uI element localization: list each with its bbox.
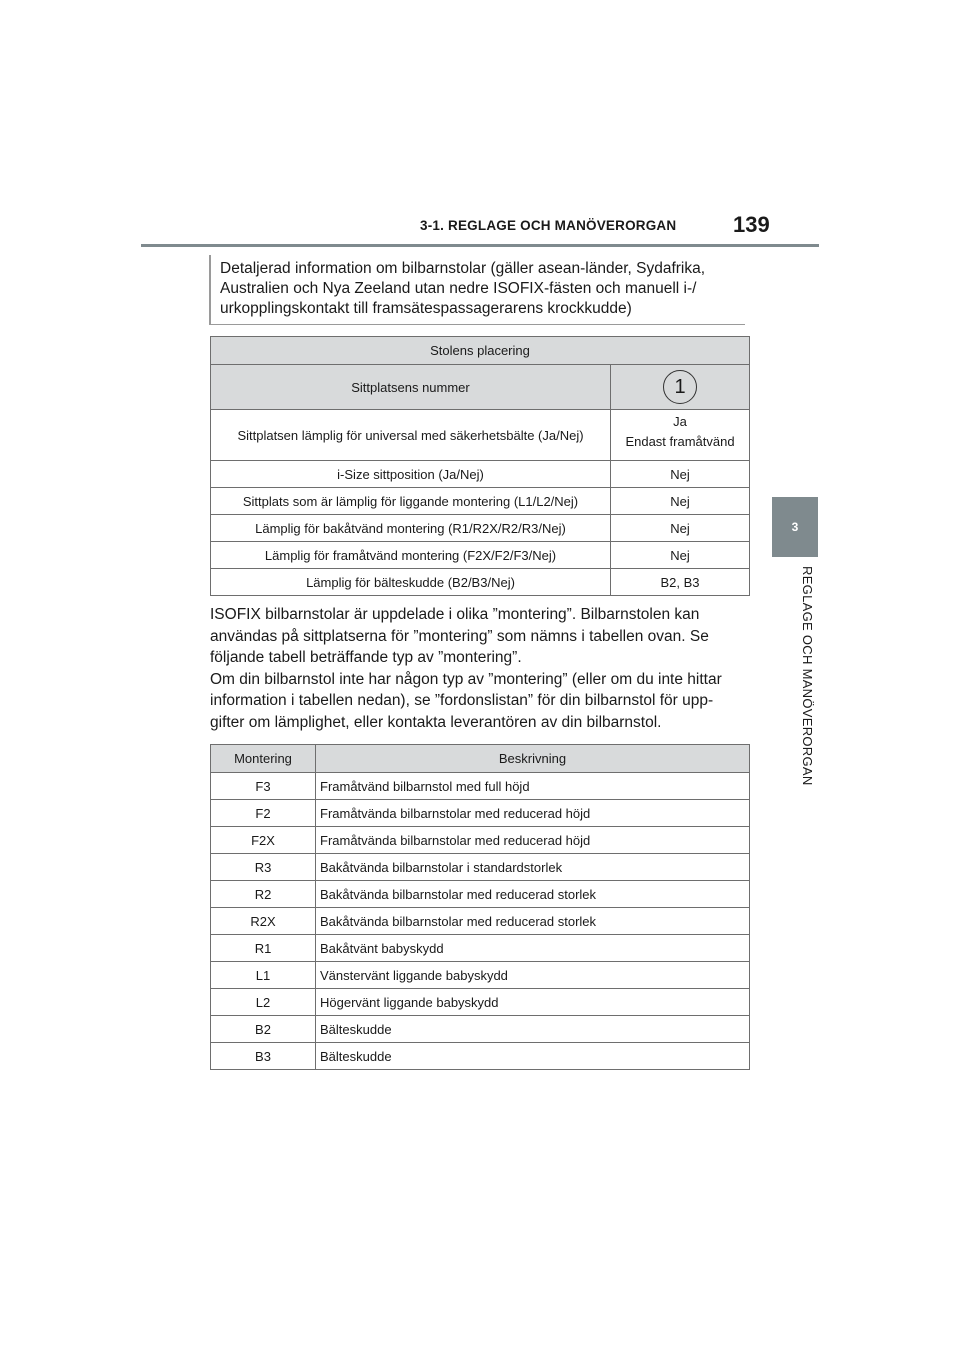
row-label: Lämplig för bälteskudde (B2/B3/Nej)	[211, 569, 611, 596]
mount-desc: Bakåtvända bilbarnstolar med reducerad storlek	[316, 881, 750, 908]
chapter-tab[interactable]	[772, 497, 818, 557]
chapter-number: 3	[791, 520, 799, 534]
row-value: Nej	[611, 488, 750, 515]
seat-placement-table	[210, 336, 750, 596]
paragraph-line: Om din bilbarnstol inte har någon typ av ”montering” (eller om du inte hittar	[210, 670, 722, 688]
info-line: urkopplingskontakt till framsätespassagerarens krockkudde)	[220, 300, 632, 317]
table-row	[211, 542, 750, 569]
universal-label: Sittplatsen lämplig för universal med säkerhetsbälte (Ja/Nej)	[211, 410, 611, 461]
table-row	[211, 989, 750, 1016]
mounting-table	[210, 744, 750, 1070]
col-header-mounting: Montering	[211, 745, 316, 773]
table-row	[211, 908, 750, 935]
universal-value-line1: Ja	[673, 414, 687, 429]
table-row	[211, 1016, 750, 1043]
row-value: Nej	[611, 461, 750, 488]
mount-desc: Bakåtvänt babyskydd	[316, 935, 750, 962]
row-label: Sittplats som är lämplig för liggande montering (L1/L2/Nej)	[211, 488, 611, 515]
chapter-label: REGLAGE OCH MANÖVERORGAN	[800, 566, 815, 786]
mount-code: L2	[211, 989, 316, 1016]
section-title: 3-1. REGLAGE OCH MANÖVERORGAN	[420, 218, 677, 233]
row-value: B2, B3	[611, 569, 750, 596]
table-row	[211, 569, 750, 596]
mount-desc: Bälteskudde	[316, 1043, 750, 1070]
mount-code: F2X	[211, 827, 316, 854]
table-row	[211, 800, 750, 827]
mount-desc: Bakåtvända bilbarnstolar i standardstorlek	[316, 854, 750, 881]
table-row	[211, 515, 750, 542]
mount-code: R3	[211, 854, 316, 881]
mount-desc: Framåtvänd bilbarnstol med full höjd	[316, 773, 750, 800]
info-line: Australien och Nya Zeeland utan nedre ISOFIX-fästen och manuell i-/	[220, 280, 697, 297]
mount-code: B3	[211, 1043, 316, 1070]
universal-value-line2: Endast framåtvänd	[625, 434, 735, 449]
table-header-row	[211, 745, 750, 773]
table-row	[211, 461, 750, 488]
row-value: Nej	[611, 515, 750, 542]
mount-code: F2	[211, 800, 316, 827]
row-label: i-Size sittposition (Ja/Nej)	[211, 461, 611, 488]
paragraph-line: ISOFIX bilbarnstolar är uppdelade i olika ”montering”. Bilbarnstolen kan	[210, 606, 700, 623]
mount-desc: Bakåtvända bilbarnstolar med reducerad storlek	[316, 908, 750, 935]
row-label: Lämplig för framåtvänd montering (F2X/F2/F3/Nej)	[211, 542, 611, 569]
table-row	[211, 773, 750, 800]
mount-code: F3	[211, 773, 316, 800]
row-value: Nej	[611, 542, 750, 569]
table-row	[211, 854, 750, 881]
table-row	[211, 935, 750, 962]
header-rule	[141, 244, 819, 247]
table-row	[211, 488, 750, 515]
mount-desc: Högervänt liggande babyskydd	[316, 989, 750, 1016]
table-header-row	[211, 337, 750, 365]
table-row	[211, 881, 750, 908]
mount-code: R2X	[211, 908, 316, 935]
table-row	[211, 827, 750, 854]
info-box	[209, 255, 745, 325]
mount-code: B2	[211, 1016, 316, 1043]
paragraph-line: användas på sittplatserna för ”montering” som nämns i tabellen ovan. Se	[210, 627, 709, 645]
page-number: 139	[733, 212, 770, 237]
col-header-description: Beskrivning	[316, 745, 750, 773]
body-paragraph	[210, 604, 755, 733]
mount-desc: Vänstervänt liggande babyskydd	[316, 962, 750, 989]
seat-number-row	[211, 365, 750, 410]
info-line: Detaljerad information om bilbarnstolar (gäller asean-länder, Sydafrika,	[220, 260, 706, 277]
seat-table-title: Stolens placering	[211, 337, 750, 365]
row-label: Lämplig för bakåtvänd montering (R1/R2X/R2/R3/Nej)	[211, 515, 611, 542]
mount-desc: Bälteskudde	[316, 1016, 750, 1043]
mount-code: R2	[211, 881, 316, 908]
table-row	[211, 1043, 750, 1070]
mount-code: R1	[211, 935, 316, 962]
paragraph-line: information i tabellen nedan), se ”fordonslistan” för din bilbarnstol för upp-	[210, 692, 714, 709]
mount-code: L1	[211, 962, 316, 989]
table-row	[211, 410, 750, 461]
mount-desc: Framåtvända bilbarnstolar med reducerad höjd	[316, 827, 750, 854]
mount-desc: Framåtvända bilbarnstolar med reducerad höjd	[316, 800, 750, 827]
seat-number-badge: 1	[663, 370, 697, 404]
universal-value	[611, 410, 750, 461]
paragraph-line: följande tabell beträffande typ av ”montering”.	[210, 649, 522, 666]
seat-number-label: Sittplatsens nummer	[211, 365, 611, 410]
paragraph-line: gifter om lämplighet, eller kontakta leverantören av din bilbarnstol.	[210, 713, 662, 731]
table-row	[211, 962, 750, 989]
seat-number-cell	[611, 365, 750, 410]
